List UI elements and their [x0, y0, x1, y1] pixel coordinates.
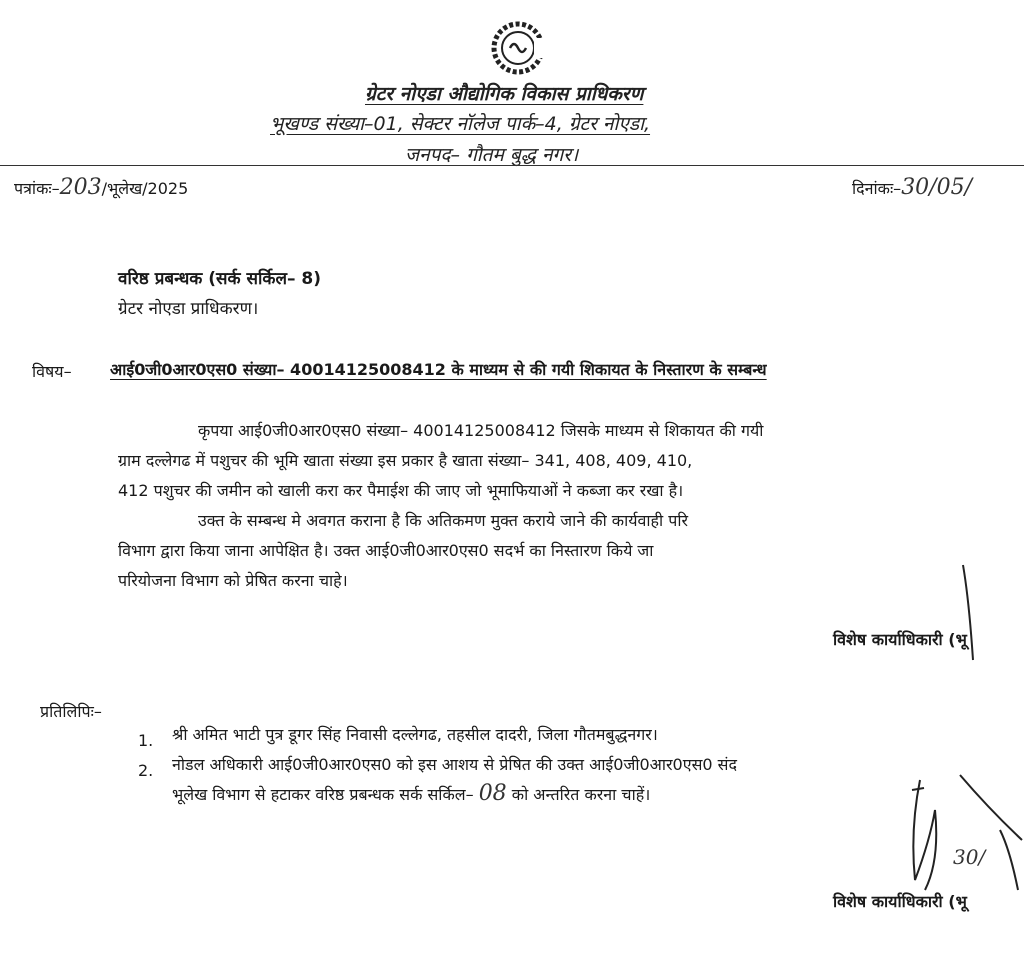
copy-item-2-line2-text: भूलेख विभाग से हटाकर वरिष्ठ प्रबन्धक सर्क सर्किल– [172, 785, 474, 804]
reference-number [14, 175, 188, 200]
copy-item-2-line1: नोडल अधिकारी आई0जी0आर0एस0 को इस आशय से प्रेषित की उक्त आई0जी0आर0एस0 संद [172, 755, 737, 774]
body-p2-line3: परियोजना विभाग को प्रेषित करना चाहे। [118, 571, 348, 590]
signature-scribble [900, 770, 1024, 900]
authority-logo [488, 18, 548, 78]
org-address: भूखण्ड संख्या–01, सेक्टर नॉलेज पार्क–4, ग्रेटर नोएडा, [270, 113, 651, 135]
date-label: दिनांकः– [852, 179, 902, 198]
copy-item-2-handwritten-circle: 08 [478, 781, 507, 806]
copy-item-1: श्री अमित भाटी पुत्र डूगर सिंह निवासी दल्लेगढ, तहसील दादरी, जिला गौतमबुद्धनगर। [172, 725, 658, 744]
copy-item-2-line2 [172, 781, 650, 806]
org-district: जनपद– गौतम बुद्ध नगर। [405, 144, 579, 166]
copy-item-2-line2-end: को अन्तरित करना चाहें। [511, 785, 651, 804]
signatory-2: विशेष कार्याधिकारी (भू [833, 892, 967, 911]
header-divider [0, 165, 1024, 166]
copy-label: प्रतिलिपिः– [40, 702, 102, 721]
reference-label: पत्रांकः– [14, 179, 60, 198]
copy-item-1-number: 1. [138, 731, 154, 750]
body-p1-line2: ग्राम दल्लेगढ में पशुचर की भूमि खाता संख्या इस प्रकार है खाता संख्या– 341, 408, 409, 410, [118, 451, 693, 470]
body-p1-line3: 412 पशुचर की जमीन को खाली करा कर पैमाईश की जाए जो भूमाफियाओं ने कब्जा कर रखा है। [118, 481, 684, 500]
subject-text: आई0जी0आर0एस0 संख्या– 40014125008412 के माध्यम से की गयी शिकायत के निस्तारण के सम्बन्ध [110, 360, 767, 379]
body-p2-line2: विभाग द्वारा किया जाना आपेक्षित है। उक्त आई0जी0आर0एस0 सदर्भ का निस्तारण किये जा [118, 541, 654, 560]
addressee-org: ग्रेटर नोएडा प्राधिकरण। [118, 299, 259, 319]
copy-item-2-number: 2. [138, 761, 154, 780]
reference-suffix: /भूलेख/2025 [101, 179, 189, 198]
signatory-1: विशेष कार्याधिकारी (भू [833, 630, 967, 649]
signature-stroke [955, 560, 985, 670]
body-p2-line1: उक्त के सम्बन्ध मे अवगत कराना है कि अतिकमण मुक्त कराये जाने की कार्यवाही परि [198, 511, 689, 530]
subject-label: विषय– [32, 362, 72, 381]
org-name: ग्रेटर नोएडा औद्योगिक विकास प्राधिकरण [365, 83, 644, 105]
reference-handwritten-number: 203 [59, 175, 102, 200]
date-line [852, 175, 972, 200]
body-p1-line1: कृपया आई0जी0आर0एस0 संख्या– 40014125008412 जिसके माध्यम से शिकायत की गयी [198, 421, 764, 440]
signature-date-handwritten: 30/ [953, 845, 986, 869]
date-handwritten: 30/05/ [901, 175, 972, 200]
addressee-title: वरिष्ठ प्रबन्धक (सर्क सर्किल– 8) [118, 269, 321, 289]
